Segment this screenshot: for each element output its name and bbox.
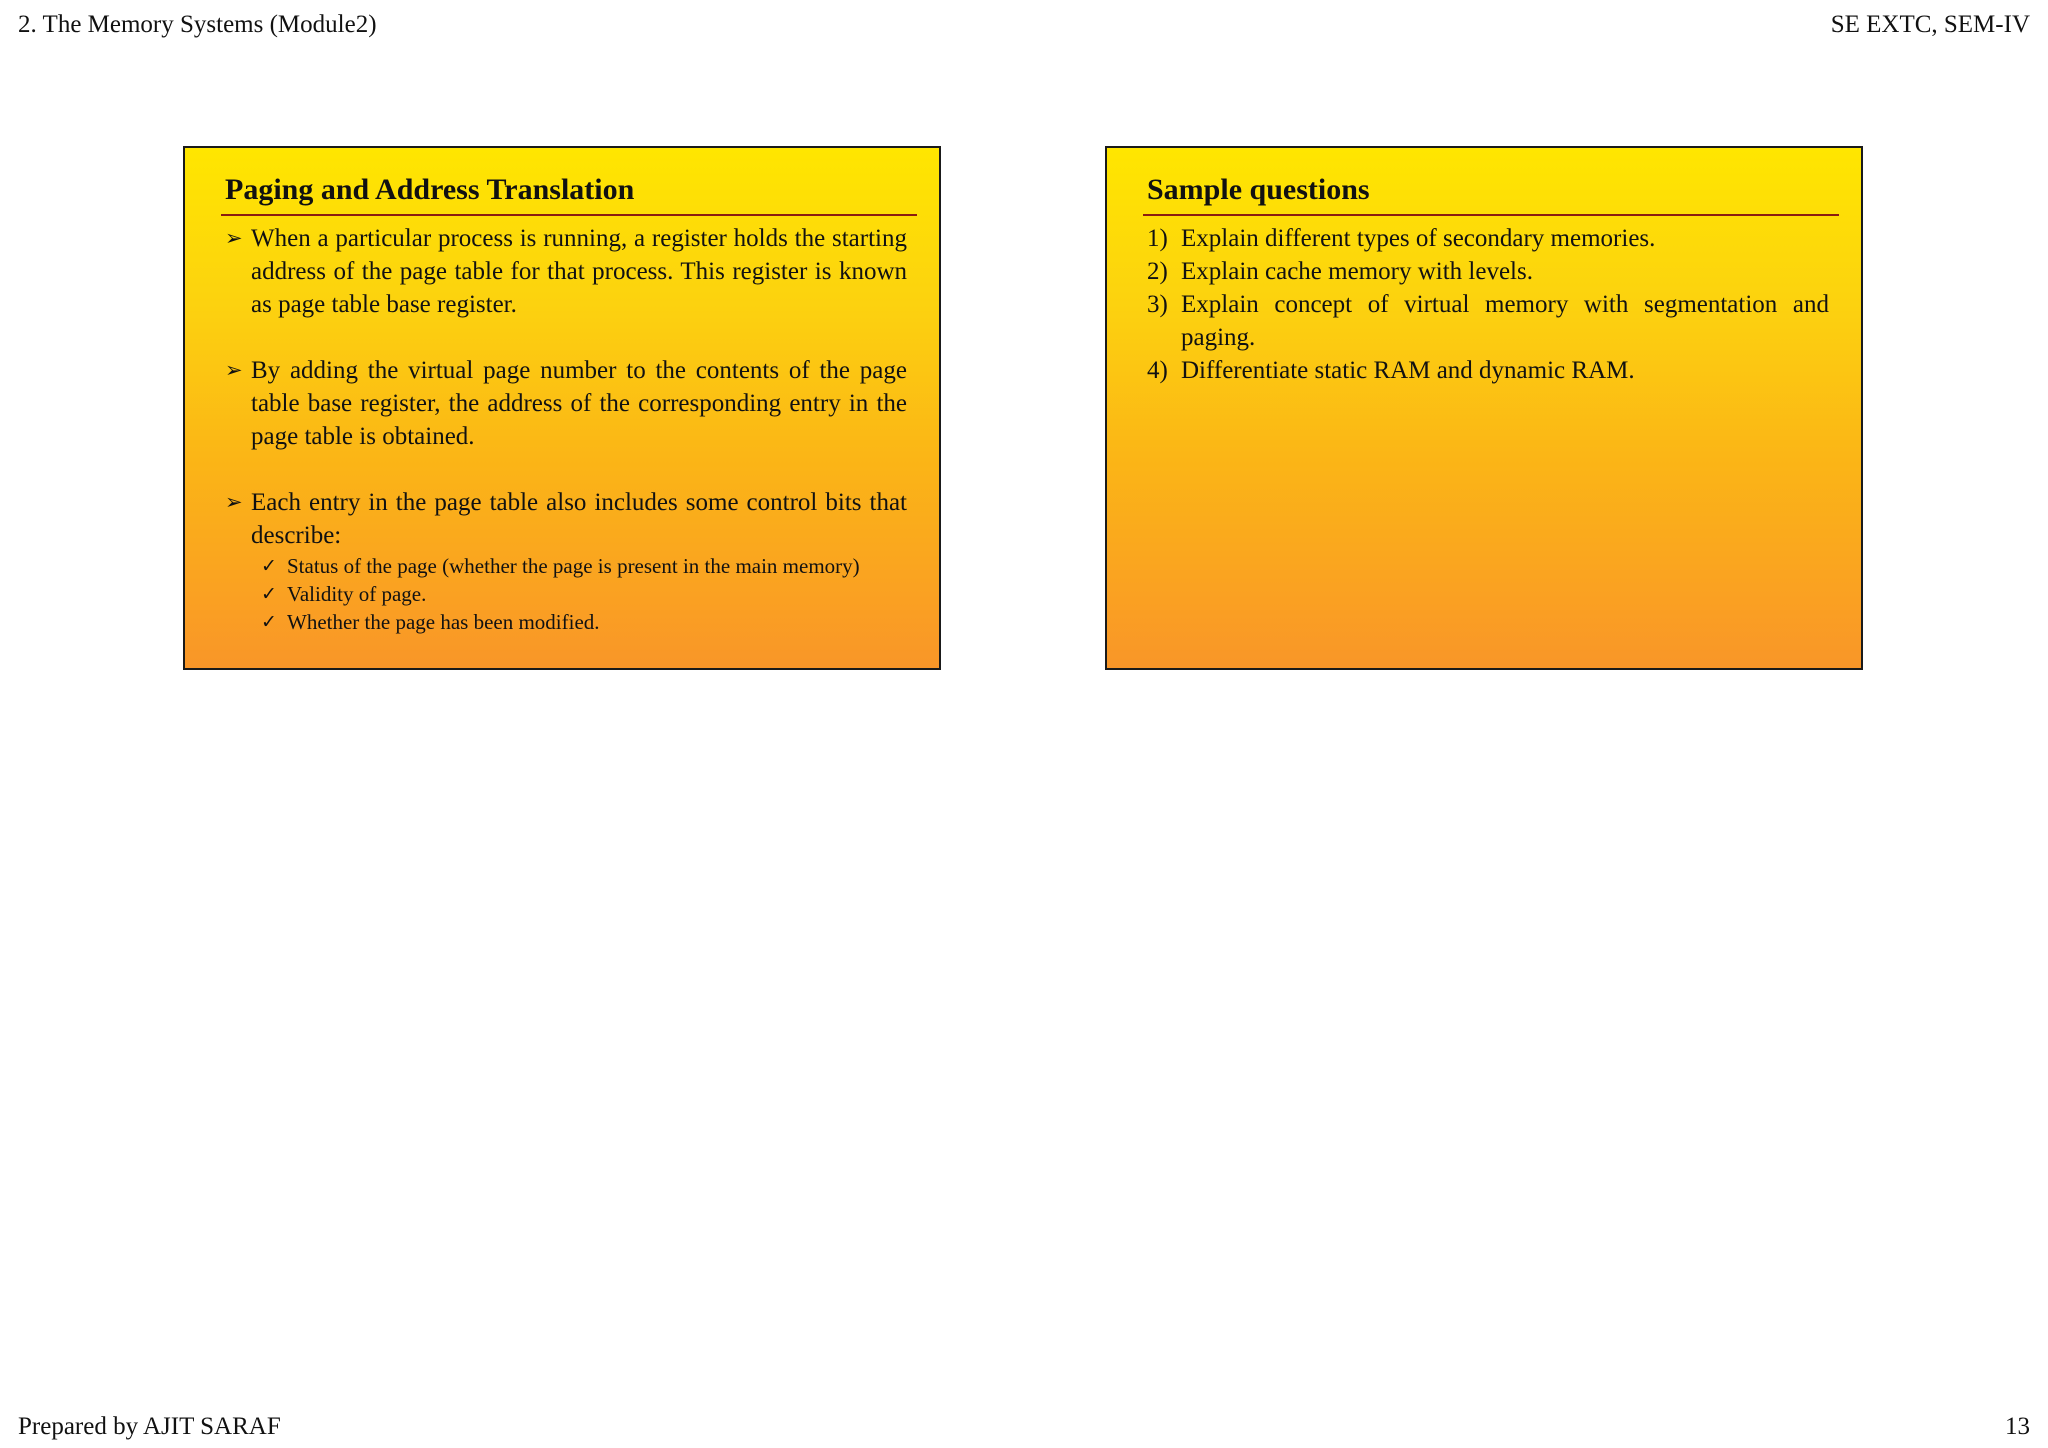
question-text: Explain different types of secondary memories. xyxy=(1181,225,1656,252)
question-number: 2) xyxy=(1147,258,1168,285)
sub-bullet-text: Whether the page has been modified. xyxy=(287,610,600,634)
slide-content xyxy=(1147,222,1829,387)
slide-paging-address-translation xyxy=(183,146,941,670)
question-item xyxy=(1147,288,1829,354)
arrowhead-bullet-icon: ➢ xyxy=(225,358,243,382)
question-text: Differentiate static RAM and dynamic RAM. xyxy=(1181,357,1635,384)
sub-bullet-item xyxy=(225,608,907,636)
question-number: 1) xyxy=(1147,225,1168,252)
sub-bullet-item xyxy=(225,552,907,580)
arrowhead-bullet-icon: ➢ xyxy=(225,490,243,514)
title-divider xyxy=(221,214,917,216)
bullet-item xyxy=(225,354,907,453)
bullet-text: By adding the virtual page number to the contents of the page table base register, the address of the corresponding entry in the page table is obtained. xyxy=(251,357,907,450)
sub-bullet-item xyxy=(225,580,907,608)
question-item xyxy=(1147,255,1829,288)
title-divider xyxy=(1143,214,1839,216)
spacer xyxy=(225,453,907,486)
document-header-title: 2. The Memory Systems (Module2) xyxy=(18,11,377,38)
slide-title: Paging and Address Translation xyxy=(225,173,635,206)
slide-content xyxy=(225,222,907,636)
slide-title: Sample questions xyxy=(1147,173,1370,206)
bullet-item xyxy=(225,222,907,321)
question-number: 4) xyxy=(1147,357,1168,384)
document-footer-author: Prepared by AJIT SARAF xyxy=(18,1413,281,1440)
question-item xyxy=(1147,354,1829,387)
question-text: Explain concept of virtual memory with segmentation and paging. xyxy=(1181,291,1829,351)
sub-bullet-text: Validity of page. xyxy=(287,582,427,606)
sub-bullet-text: Status of the page (whether the page is present in the main memory) xyxy=(287,554,860,578)
question-number: 3) xyxy=(1147,291,1168,318)
arrowhead-bullet-icon: ➢ xyxy=(225,226,243,250)
checkmark-icon: ✓ xyxy=(261,583,277,605)
bullet-item xyxy=(225,486,907,552)
checkmark-icon: ✓ xyxy=(261,611,277,633)
question-item xyxy=(1147,222,1829,255)
spacer xyxy=(225,321,907,354)
slide-sample-questions xyxy=(1105,146,1863,670)
page-number: 13 xyxy=(2005,1413,2030,1440)
bullet-text: When a particular process is running, a register holds the starting address of the page table for that process. This register is known as page table base register. xyxy=(251,225,907,318)
bullet-text: Each entry in the page table also includes some control bits that describe: xyxy=(251,489,907,549)
question-text: Explain cache memory with levels. xyxy=(1181,258,1533,285)
document-header-course: SE EXTC, SEM-IV xyxy=(1830,11,2030,38)
checkmark-icon: ✓ xyxy=(261,555,277,577)
